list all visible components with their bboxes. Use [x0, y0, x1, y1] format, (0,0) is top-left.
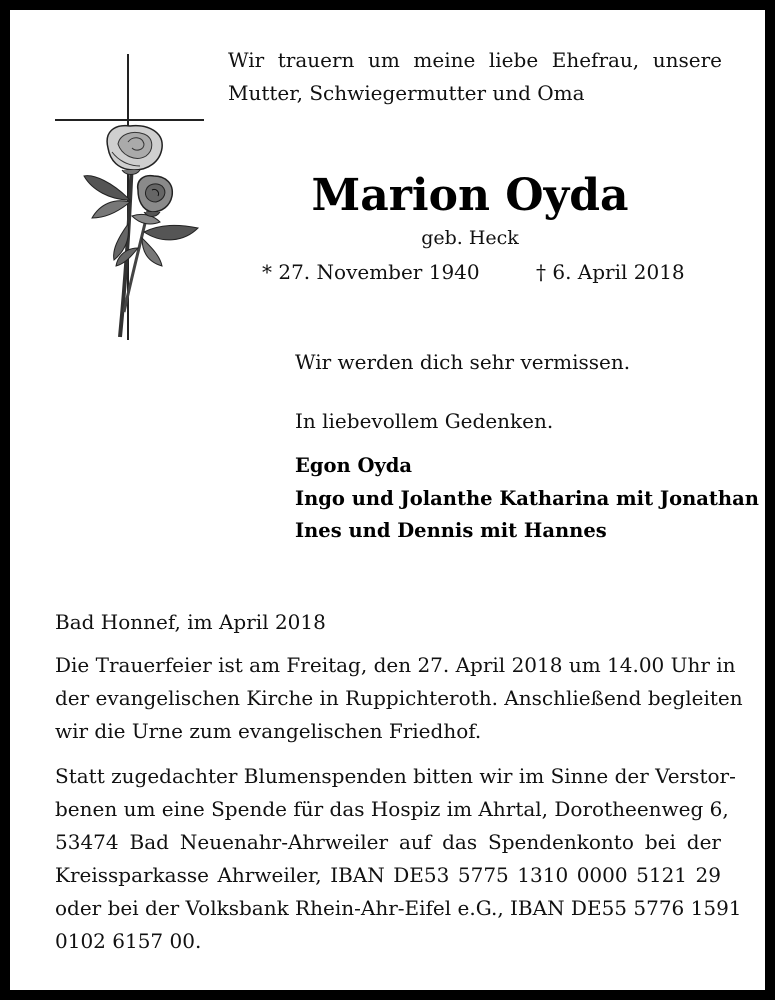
- donation-line: benen um eine Spende für das Hospiz im Ahrtal, Dorotheenweg 6,: [55, 797, 729, 821]
- family-member: Ingo und Jolanthe Katharina mit Jonathan: [295, 487, 759, 510]
- death-date: † 6. April 2018: [536, 260, 685, 284]
- intro-line: Wir trauern um meine liebe Ehefrau, unsere: [228, 48, 722, 72]
- donation-line: Statt zugedachter Blumenspenden bitten wir im Sinne der Verstor-: [55, 764, 736, 788]
- family-member: Egon Oyda: [295, 454, 413, 477]
- donation-line: 0102 6157 00.: [55, 929, 202, 953]
- funeral-paragraph: [55, 649, 743, 748]
- intro-text: [228, 44, 722, 110]
- donation-line: oder bei der Volksbank Rhein-Ahr-Eifel e.G., IBAN DE55 5776 1591: [55, 896, 742, 920]
- deceased-name: Marion Oyda: [311, 170, 629, 221]
- maiden-name: geb. Heck: [421, 227, 519, 249]
- family-member: Ines und Dennis mit Hannes: [295, 519, 607, 542]
- donation-paragraph: [55, 760, 742, 958]
- donation-line: 53474 Bad Neuenahr-Ahrweiler auf das Spendenkonto bei der: [55, 830, 721, 854]
- donation-line: Kreissparkasse Ahrweiler, IBAN DE53 5775 1310 0000 5121 29: [55, 863, 721, 887]
- funeral-line: Die Trauerfeier ist am Freitag, den 27. April 2018 um 14.00 Uhr in: [55, 653, 736, 677]
- birth-date: * 27. November 1940: [262, 260, 480, 284]
- intro-line: Mutter, Schwiegermutter und Oma: [228, 81, 585, 105]
- funeral-line: der evangelischen Kirche in Ruppichteroth. Anschließend begleiten: [55, 686, 743, 710]
- memory-text: In liebevollem Gedenken.: [295, 409, 554, 433]
- cross-with-roses-icon: [52, 52, 207, 342]
- funeral-line: wir die Urne zum evangelischen Friedhof.: [55, 719, 482, 743]
- farewell-text: Wir werden dich sehr vermissen.: [295, 350, 631, 374]
- place-date: Bad Honnef, im April 2018: [55, 610, 326, 634]
